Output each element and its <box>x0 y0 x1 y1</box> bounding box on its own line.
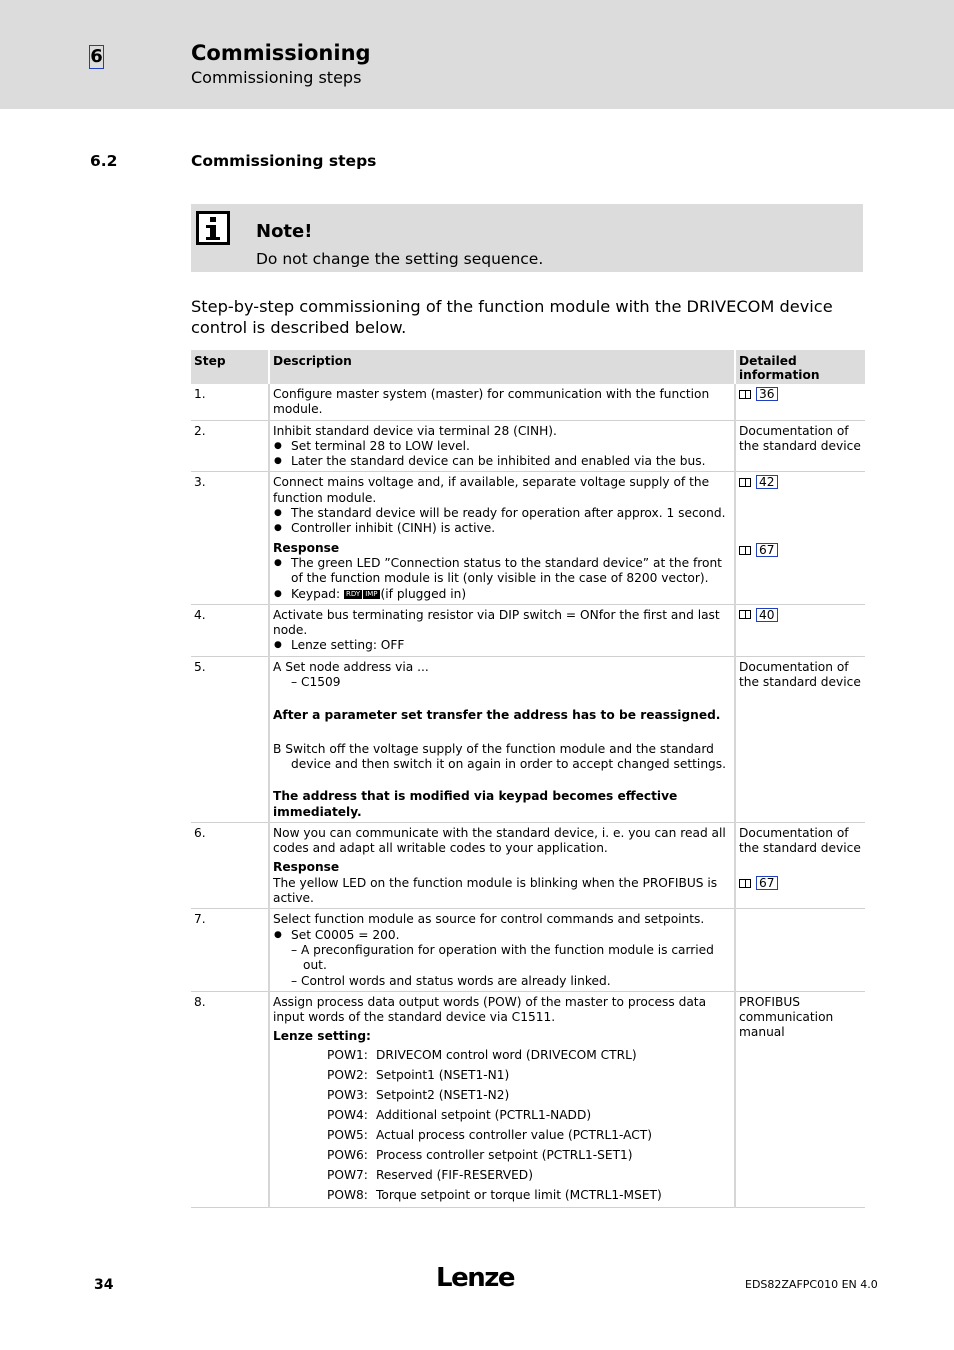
book-icon <box>739 546 751 555</box>
pow-item <box>273 1105 731 1125</box>
step-info <box>735 604 865 656</box>
step-description <box>269 472 735 604</box>
substep-a-detail: – C1509 <box>291 675 341 690</box>
step-info <box>735 822 865 908</box>
step-info <box>735 909 865 991</box>
book-icon <box>739 879 751 888</box>
keypad-suffix: (if plugged in) <box>380 586 467 601</box>
table-row <box>191 656 865 822</box>
pow-key: POW1: <box>327 1047 368 1062</box>
keypad-imp-indicator: IMP <box>365 589 378 598</box>
step-number: 4. <box>191 604 269 656</box>
description-text: Configure master system (master) for communication with the function module. <box>273 387 710 417</box>
step-description <box>269 909 735 991</box>
description-text: Activate bus terminating resistor via DIP switch = ONfor the first and last node. <box>273 607 720 638</box>
page-link[interactable]: 67 <box>756 543 778 557</box>
info-text: Documentation of the standard device <box>739 825 861 856</box>
header-info: Detailed information <box>735 350 865 384</box>
substep-b-note: The address that is modified via keypad becomes effective immediately. <box>273 789 678 819</box>
step-info: Documentation of the standard device <box>735 420 865 472</box>
step-description <box>269 656 735 822</box>
page-link[interactable]: 36 <box>756 387 778 401</box>
pow-item <box>273 1045 731 1065</box>
bullet-item: ● Controller inhibit (CINH) is active. <box>273 521 731 536</box>
header-description: Description <box>269 350 735 384</box>
step-number: 3. <box>191 472 269 604</box>
pow-item <box>273 1145 731 1165</box>
description-text: Now you can communicate with the standard device, i. e. you can read all codes and adapt all writable codes to your application. <box>273 825 726 856</box>
page-link[interactable]: 40 <box>756 608 778 622</box>
table-row <box>191 991 865 1207</box>
step-description <box>269 420 735 472</box>
dash-item: – A preconfiguration for operation with the function module is carried out. <box>291 942 714 973</box>
response-label: Response <box>273 860 340 875</box>
section-number: 6.2 <box>90 152 118 170</box>
page-reference[interactable] <box>739 876 778 890</box>
substep-a: A Set node address via ... <box>273 659 429 674</box>
bullet-item: ● Lenze setting: OFF <box>273 638 731 653</box>
pow-value: Torque setpoint or torque limit (MCTRL1-MSET) <box>376 1187 662 1202</box>
bullet-item: ● Later the standard device can be inhibited and enabled via the bus. <box>273 454 731 469</box>
book-icon <box>739 610 751 619</box>
pow-key: POW6: <box>327 1147 368 1162</box>
page-reference[interactable] <box>739 475 778 489</box>
response-text: The yellow LED on the function module is blinking when the PROFIBUS is active. <box>273 875 718 906</box>
substep-b: B Switch off the voltage supply of the function module and the standard device and then switch it on again in order to accept changed settings. <box>273 741 727 771</box>
page-reference[interactable] <box>739 387 778 401</box>
step-description <box>269 991 735 1207</box>
section-title: Commissioning steps <box>191 152 377 170</box>
table-row <box>191 822 865 908</box>
page-link[interactable]: 67 <box>756 876 778 890</box>
lenze-setting-label: Lenze setting: <box>273 1029 371 1044</box>
document-id: EDS82ZAFPC010 EN 4.0 <box>745 1278 878 1291</box>
commissioning-steps-table <box>191 350 865 1208</box>
intro-paragraph: Step-by-step commissioning of the function module with the DRIVECOM device control is described below. <box>191 297 833 337</box>
description-text: Connect mains voltage and, if available, separate voltage supply of the function module. <box>273 475 710 505</box>
pow-value: Additional setpoint (PCTRL1-NADD) <box>376 1107 592 1122</box>
step-number: 1. <box>191 384 269 420</box>
keypad-label: Keypad: <box>291 586 341 601</box>
chapter-subtitle: Commissioning steps <box>191 68 362 87</box>
table-row <box>191 420 865 472</box>
note-box <box>191 204 863 272</box>
description-text: Assign process data output words (POW) of the master to process data input words of the standard device via C1511. <box>273 994 707 1025</box>
step-info: Documentation of the standard device <box>735 656 865 822</box>
table-row <box>191 472 865 604</box>
pow-key: POW8: <box>327 1187 368 1202</box>
bullet-item: ● The standard device will be ready for operation after approx. 1 second. <box>273 506 731 521</box>
page-link[interactable]: 42 <box>756 475 778 489</box>
step-number: 8. <box>191 991 269 1207</box>
keypad-bullet <box>273 587 731 602</box>
pow-value: DRIVECOM control word (DRIVECOM CTRL) <box>376 1047 637 1062</box>
book-icon <box>739 478 751 487</box>
pow-item <box>273 1165 731 1185</box>
pow-value: Actual process controller value (PCTRL1-ACT) <box>376 1127 652 1142</box>
note-title: Note! <box>256 221 313 242</box>
header-step: Step <box>191 350 269 384</box>
book-icon <box>739 390 751 399</box>
keypad-rdy-indicator: RDY <box>346 589 361 598</box>
bullet-item: ● Set terminal 28 to LOW level. <box>273 439 731 454</box>
table-row <box>191 384 865 420</box>
chapter-number-link[interactable]: 6 <box>90 46 103 67</box>
table-header-row <box>191 350 865 384</box>
page-number: 34 <box>94 1277 114 1293</box>
table-row <box>191 909 865 991</box>
pow-value: Setpoint2 (NSET1-N2) <box>376 1087 510 1102</box>
note-text: Do not change the setting sequence. <box>256 250 544 268</box>
step-description <box>269 822 735 908</box>
bullet-item: ● The green LED ”Connection status to the standard device” at the front of the function module is lit (only visible in the case of 8200 vector). <box>273 556 731 587</box>
page-reference[interactable] <box>739 543 778 557</box>
dash-item: – Control words and status words are already linked. <box>291 973 611 988</box>
step-number: 5. <box>191 656 269 822</box>
step-number: 7. <box>191 909 269 991</box>
description-text: Select function module as source for control commands and setpoints. <box>273 912 705 927</box>
step-number: 2. <box>191 420 269 472</box>
step-description <box>269 604 735 656</box>
pow-value: Setpoint1 (NSET1-N1) <box>376 1067 510 1082</box>
step-description <box>269 384 735 420</box>
pow-item <box>273 1125 731 1145</box>
lenze-logo: Lenze <box>436 1263 514 1293</box>
step-info <box>735 384 865 420</box>
response-label: Response <box>273 540 340 555</box>
pow-item <box>273 1085 731 1105</box>
step-info: PROFIBUS communication manual <box>735 991 865 1207</box>
pow-item <box>273 1065 731 1085</box>
pow-key: POW2: <box>327 1067 368 1082</box>
chapter-title: Commissioning <box>191 41 371 65</box>
info-icon <box>196 211 230 245</box>
pow-key: POW5: <box>327 1127 368 1142</box>
pow-value: Process controller setpoint (PCTRL1-SET1) <box>376 1147 633 1162</box>
pow-item <box>273 1185 731 1205</box>
page-reference[interactable] <box>739 608 778 622</box>
step-number: 6. <box>191 822 269 908</box>
bullet-item: ● Set C0005 = 200. <box>273 928 731 943</box>
table-row <box>191 604 865 656</box>
pow-key: POW4: <box>327 1107 368 1122</box>
page-header <box>0 0 954 109</box>
pow-key: POW3: <box>327 1087 368 1102</box>
pow-value: Reserved (FIF-RESERVED) <box>376 1167 533 1182</box>
step-info <box>735 472 865 604</box>
pow-key: POW7: <box>327 1167 368 1182</box>
substep-a-note: After a parameter set transfer the address has to be reassigned. <box>273 708 721 723</box>
description-text: Inhibit standard device via terminal 28 (CINH). <box>273 423 557 438</box>
